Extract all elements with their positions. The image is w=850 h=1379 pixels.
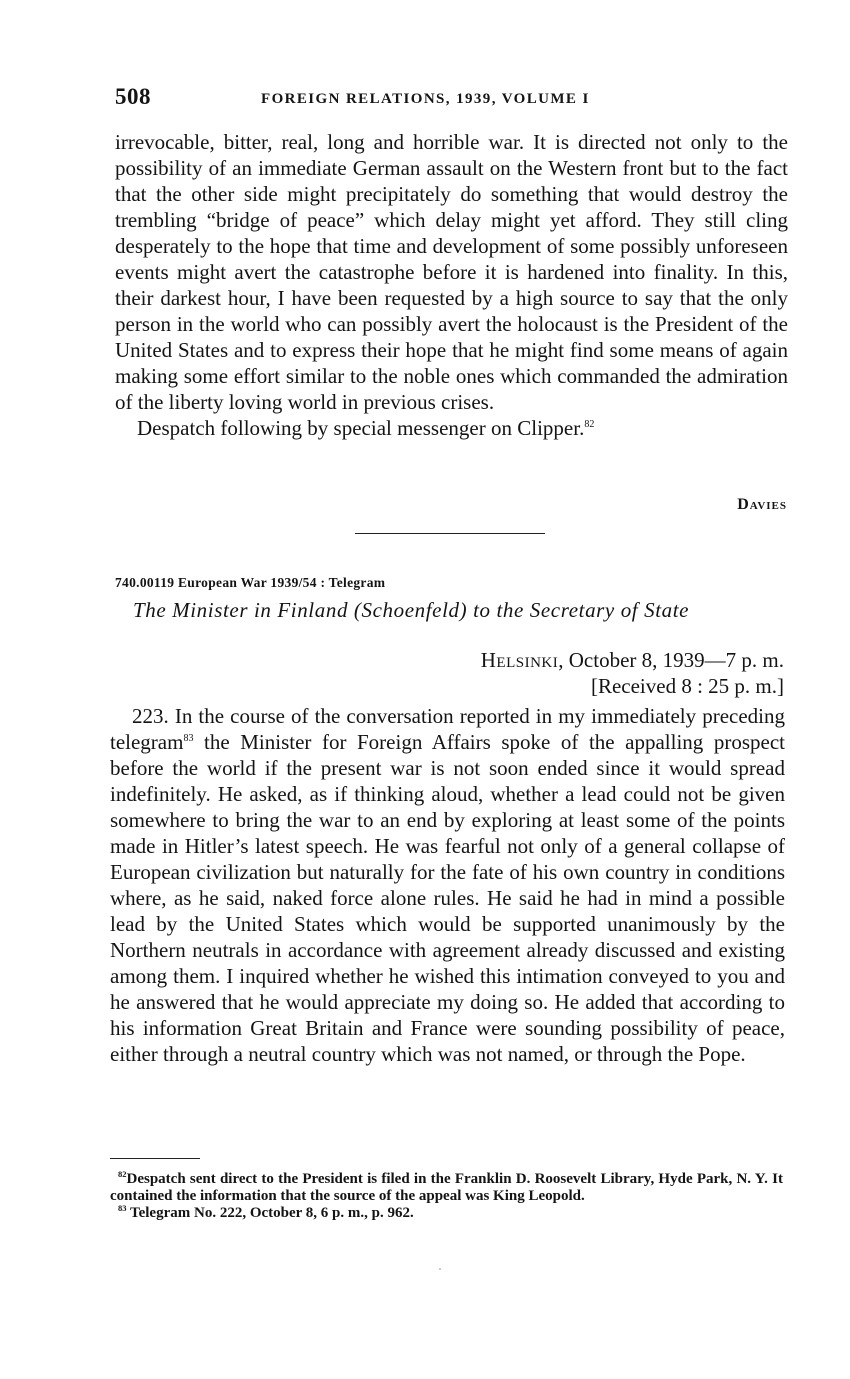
received-time: [Received 8 : 25 p. m.] <box>590 674 784 698</box>
telegram-paragraph <box>110 703 785 1067</box>
running-title: FOREIGN RELATIONS, 1939, VOLUME I <box>261 91 590 107</box>
signature-davies: Davies <box>737 496 787 513</box>
title-suffix: ) to the Secretary of State <box>459 598 690 622</box>
despatch-text: Despatch following by special messenger on Clipper. <box>137 416 585 440</box>
title-name: Schoenfeld <box>361 598 460 622</box>
document-title <box>133 598 689 623</box>
footnotes <box>110 1171 783 1222</box>
footnote-marker: 82 <box>118 1169 127 1179</box>
scan-speck <box>439 1268 441 1270</box>
dateline-date: , October 8, 1939—7 p. m. <box>558 648 784 672</box>
file-reference: 740.00119 European War 1939/54 : Telegram <box>115 575 386 590</box>
continued-telegram-text <box>115 129 788 441</box>
body-part-1: 223. In the course of the conversation reported in my immediately preceding telegram <box>110 704 785 754</box>
page-number: 508 <box>115 84 151 109</box>
footnote-ref-83[interactable]: 83 <box>183 733 194 744</box>
footnote-marker: 83 <box>118 1203 127 1213</box>
footnote-text: Telegram No. 222, October 8, 6 p. m., p. 962. <box>126 1205 414 1221</box>
title-prefix: The Minister in Finland ( <box>133 598 362 622</box>
footnote-text: Despatch sent direct to the President is filed in the Franklin D. Roosevelt Library, Hyde Park, N. Y. It contained the information that the source of the appeal was King Leopold. <box>110 1171 783 1204</box>
running-header <box>115 84 787 114</box>
continued-paragraph: irrevocable, bitter, real, long and horrible war. It is directed not only to the possibility of an immediate German assault on the Western front but to the fact that the other side might precipitately do something that would destroy the trembling “bridge of peace” which delay might yet afford. They still cling desperately to the hope that time and development of some possibly unforeseen events might avert the catastrophe before it is hardened into finality. In this, their darkest hour, I have been requested by a high source to say that the only person in the world who can possibly avert the holocaust is the President of the United States and to express their hope that he might find some means of again making some effort similar to the noble ones which commanded the admiration of the liberty loving world in previous crises. <box>115 130 788 414</box>
footnote-ref-82[interactable]: 82 <box>584 419 595 430</box>
body-part-2: the Minister for Foreign Affairs spoke of the appalling prospect before the world if the present war is not soon ended since it would spread indefinitely. He asked, as if thinking aloud, whether a lead could not be given somewhere to bring the war to an end by exploring at least some of the points made in Hitler’s latest speech. He was fearful not only of a general collapse of European civilization but naturally for the fate of his own country in conditions where, as he said, naked force alone rules. He said he had in mind a possible lead by the United States which would be supported unanimously by the Northern neutrals in accordance with agreement already discussed and existing among them. I inquired whether he wished this intimation conveyed to you and he answered that he would appreciate my doing so. He added that according to his information Great Britain and France were sounding possibility of peace, either through a neutral country which was not named, or through the Pope. <box>110 730 785 1066</box>
telegram-body <box>110 703 785 1067</box>
footnote-divider <box>110 1158 200 1159</box>
despatch-line <box>115 415 788 441</box>
dateline <box>481 648 784 673</box>
footnote-83 <box>110 1205 783 1222</box>
dateline-place: Helsinki <box>480 648 559 672</box>
footnote-82 <box>110 1171 783 1205</box>
section-divider <box>355 533 545 534</box>
